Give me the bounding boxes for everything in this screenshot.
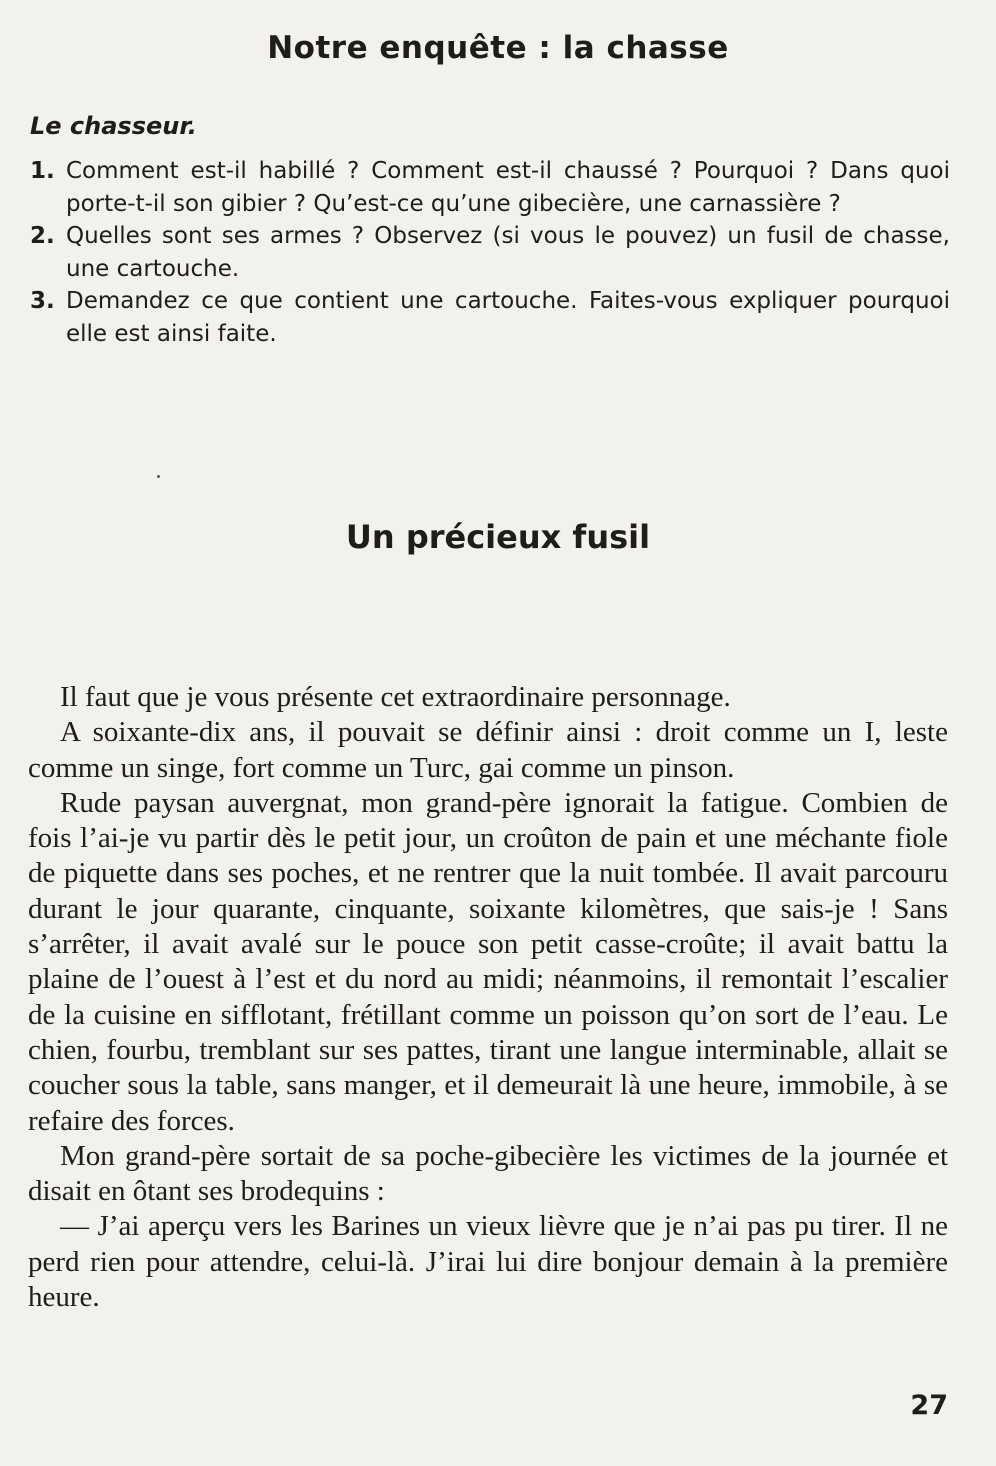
question-item [30,285,950,350]
story-paragraph: — J’ai aperçu vers les Barines un vieux lièvre que je n’ai pas pu tirer. Il ne perd rien pour attendre, celui-là. J’irai lui dire bonjour demain à la première heure. [28,1210,948,1314]
story-paragraph: A soixante-dix ans, il pouvait se définir ainsi : droit comme un I, leste comme un singe, fort comme un Turc, gai comme un pinson. [28,716,948,784]
question-text: Demandez ce que contient une cartouche. Faites-vous expliquer pourquoi elle est ainsi faite. [66,288,950,347]
question-number: 3. [30,288,55,314]
question-text: Quelles sont ses armes ? Observez (si vous le pouvez) un fusil de chasse, une cartouche. [66,223,950,282]
question-text: Comment est-il habillé ? Comment est-il chaussé ? Pourquoi ? Dans quoi porte-t-il son gibier ? Qu’est-ce qu’une gibecière, une carnassière ? [66,158,950,217]
question-item [30,155,950,220]
enquete-title: Notre enquête : la chasse [267,30,729,66]
question-item [30,220,950,285]
question-number: 1. [30,158,55,184]
question-number: 2. [30,223,55,249]
story-body [28,680,948,1315]
story-title: Un précieux fusil [345,518,651,556]
question-list [30,155,950,350]
story-paragraph: Rude paysan auvergnat, mon grand-père ignorait la fatigue. Combien de fois l’ai-je vu partir dès le petit jour, un croûton de pain et une méchante fiole de piquette dans ses poches, et ne rentrer que la nuit tombée. Il avait parcouru durant le jour quarante, cinquante, soixante kilomètres, que sais-je ! Sans s’arrêter, il avait avalé sur le pouce son petit casse-croûte; il avait battu la plaine de l’ouest à l’est et du nord au midi; néanmoins, il remontait l’escalier de la cuisine en sifflotant, frétillant comme un poisson qu’on sort de l’eau. Le chien, fourbu, tremblant sur ses pattes, tirant une langue interminable, allait se coucher sous la table, sans manger, et il demeurait là une heure, immobile, à se refaire des forces. [28,786,948,1137]
story-paragraph: Il faut que je vous présente cet extraordinaire personnage. [60,681,731,713]
page-number: 27 [910,1390,948,1421]
section-label: Le chasseur. [30,112,197,140]
print-speck [157,475,160,478]
story-paragraph: Mon grand-père sortait de sa poche-gibecière les victimes de la journée et disait en ôtant ses brodequins : [28,1139,948,1208]
